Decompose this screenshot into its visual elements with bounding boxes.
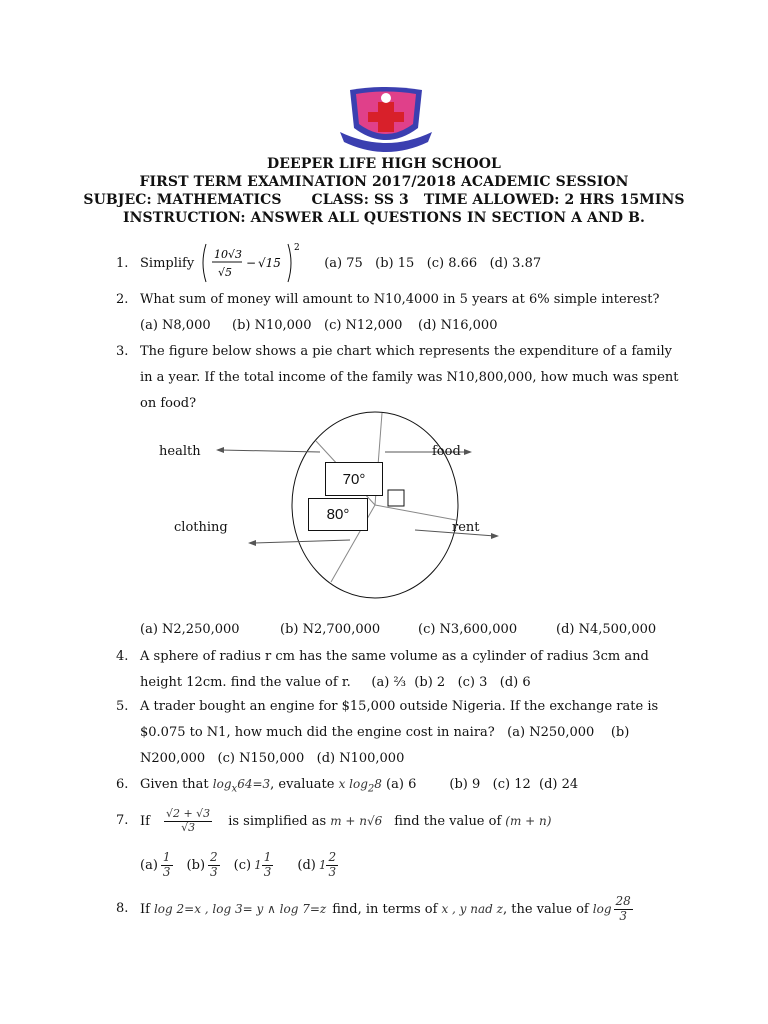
- q6-prefix: Given that: [140, 777, 209, 792]
- label-health: health: [159, 444, 201, 459]
- q8-prefix: If: [140, 901, 150, 917]
- q7-fraction: $\frac{√2 + √3}{√3}$: [165, 807, 211, 834]
- q5-line2: $0.075 to N1, how much did the engine cost in naira? (a) N250,000 (b): [140, 725, 630, 740]
- q8-tail: , the value of: [502, 901, 589, 917]
- q2-option-b: (b) N10,000: [232, 318, 312, 333]
- q7-number: 7.: [116, 813, 129, 828]
- q6-options: (a) 6 (b) 9 (c) 12 (d) 24: [386, 777, 579, 792]
- q8-vars: x , y nad z: [441, 902, 503, 916]
- q6: [140, 777, 578, 794]
- q7-expr: m + n√6: [330, 814, 383, 828]
- label-food: food: [432, 444, 461, 459]
- school-name: DEEPER LIFE HIGH SCHOOL: [267, 156, 501, 172]
- q8-fraction: $\frac{28}{3}$: [615, 894, 631, 923]
- q7-expr2: (m + n): [505, 814, 552, 828]
- q6-number: 6.: [116, 777, 129, 792]
- pie-chart: [150, 410, 650, 620]
- q1-options: (a) 75 (b) 15 (c) 8.66 (d) 3.87: [324, 255, 542, 271]
- subject-line: SUBJEC: MATHEMATICS CLASS: SS 3 TIME ALLOWED: 2 HRS 15MINS: [83, 192, 685, 208]
- instruction: INSTRUCTION: ANSWER ALL QUESTIONS IN SECTION A AND B.: [123, 210, 645, 226]
- svg-text:10√3: 10√3: [214, 248, 243, 261]
- q1-number: 1.: [116, 256, 129, 271]
- q8: [140, 888, 633, 930]
- q3-line1: The figure below shows a pie chart which represents the expenditure of a family: [140, 344, 672, 359]
- q3-option-a: (a) N2,250,000: [140, 622, 240, 637]
- q2-option-d: (d) N16,000: [418, 318, 498, 333]
- q7-tail: find the value of: [394, 813, 502, 829]
- svg-text:−: −: [246, 256, 257, 270]
- q1: [140, 240, 541, 286]
- q1-expression: [198, 240, 324, 286]
- angle-80-box: 80°: [308, 498, 368, 531]
- svg-text:√5: √5: [218, 266, 233, 279]
- q3-line3: on food?: [140, 396, 197, 411]
- school-logo: [338, 84, 434, 154]
- q6-given-log: $\log_x64=3$: [212, 777, 271, 795]
- q5-line1: A trader bought an engine for $15,000 outside Nigeria. If the exchange rate is: [140, 699, 659, 714]
- q1-prefix: Simplify: [140, 255, 195, 271]
- arrow-clothing: [252, 540, 350, 543]
- q5-number: 5.: [116, 699, 129, 714]
- q7-option-b: (b) $\frac{2}{3}$: [186, 850, 218, 879]
- q4-number: 4.: [116, 649, 129, 664]
- q8-mid: find, in terms of: [332, 901, 438, 917]
- q2-text: What sum of money will amount to N10,4000 in 5 years at 6% simple interest?: [140, 292, 660, 307]
- q7-option-d: (d) 1 $\frac{2}{3}$: [297, 850, 337, 879]
- right-angle-marker: [388, 490, 404, 506]
- q3-number: 3.: [116, 344, 129, 359]
- q3-option-c: (c) N3,600,000: [418, 622, 518, 637]
- q6-mid: , evaluate: [270, 777, 335, 792]
- q3-option-b: (b) N2,700,000: [280, 622, 381, 637]
- svg-text:√15: √15: [258, 256, 282, 270]
- pie-radius-4: [375, 505, 456, 520]
- q8-expr: log 2=x , log 3= y ∧ log 7=z: [153, 902, 327, 916]
- q7-options: [140, 848, 338, 882]
- label-rent: rent: [452, 520, 480, 535]
- q8-number: 8.: [116, 901, 129, 916]
- svg-text:2: 2: [294, 243, 300, 253]
- q2-number: 2.: [116, 292, 129, 307]
- label-clothing: clothing: [174, 520, 228, 535]
- q6-evaluate-expr: x $\log_28$: [338, 777, 382, 795]
- q7: [140, 800, 551, 842]
- q7-option-a: (a) $\frac{1}{3}$: [140, 850, 171, 879]
- q4-line2: height 12cm. find the value of r. (a) ⅔ (b) 2 (c) 3 (d) 6: [140, 675, 531, 690]
- q7-prefix: If: [140, 813, 150, 829]
- q2-option-a: (a) N8,000: [140, 318, 211, 333]
- q2-option-c: (c) N12,000: [324, 318, 403, 333]
- q7-mid: is simplified as: [228, 813, 327, 829]
- exam-title: FIRST TERM EXAMINATION 2017/2018 ACADEMIC SESSION: [139, 174, 629, 190]
- angle-70-box: 70°: [325, 462, 383, 496]
- q8-log: log: [592, 902, 612, 916]
- q3-line2: in a year. If the total income of the family was N10,800,000, how much was spent: [140, 370, 679, 385]
- q3-option-d: (d) N4,500,000: [556, 622, 657, 637]
- q4-line1: A sphere of radius r cm has the same volume as a cylinder of radius 3cm and: [140, 649, 649, 664]
- arrow-health: [220, 450, 320, 452]
- q7-option-c: (c) 1 $\frac{1}{3}$: [233, 850, 272, 879]
- q5-line3: N200,000 (c) N150,000 (d) N100,000: [140, 751, 405, 766]
